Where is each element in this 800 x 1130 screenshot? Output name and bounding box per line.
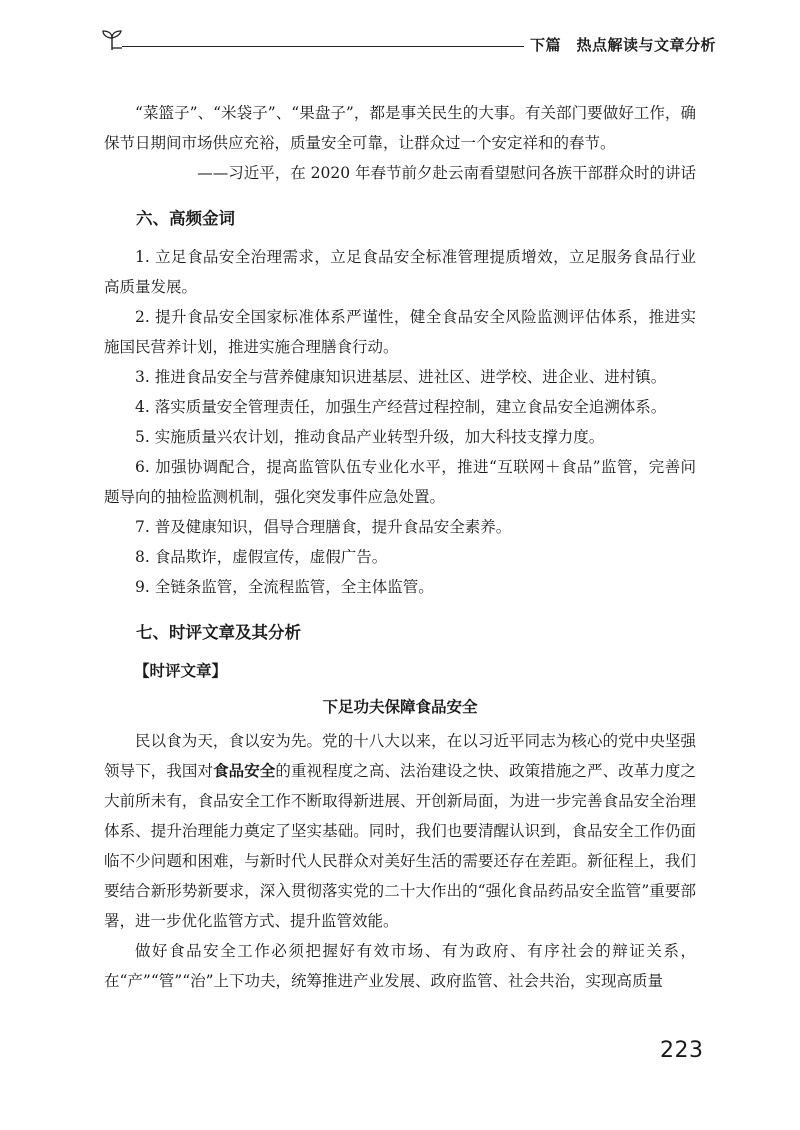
- list-item: 4. 落实质量安全管理责任，加强生产经营过程控制，建立食品安全追溯体系。: [135, 398, 667, 416]
- article-tag: 【时评文章】: [134, 662, 228, 680]
- list-item: 8. 食品欺诈，虚假宣传，虚假广告。: [135, 548, 388, 566]
- article-paragraph-1: [104, 726, 696, 936]
- quote-text: “菜篮子”、“米袋子”、“果盘子”，都是事关民生的大事。有关部门要做好工作，确保节日期间市场供应充裕，质量安全可靠，让群众过一个安定祥和的春节。: [104, 104, 696, 152]
- header-section-label: 下篇 热点解读与文章分析: [530, 36, 717, 54]
- article-paragraph-2: 做好食品安全工作必须把握好有效市场、有为政府、有序社会的辩证关系，在“产”“管”“治”上下功夫，统筹推进产业发展、政府监管、社会共治，实现高质量: [104, 942, 696, 990]
- sprout-icon: [100, 28, 124, 52]
- list-item: 1. 立足食品安全治理需求，立足食品安全标准管理提质增效，立足服务食品行业高质量发展。: [104, 248, 696, 296]
- list-item: 5. 实施质量兴农计划，推动食品产业转型升级，加大科技支撑力度。: [135, 428, 605, 446]
- list-item: 9. 全链条监管，全流程监管，全主体监管。: [135, 578, 434, 596]
- page-body: [104, 90, 696, 996]
- article-title: 下足功夫保障食品安全: [322, 698, 478, 716]
- running-header: [100, 28, 717, 58]
- list-item: 3. 推进食品安全与营养健康知识进基层、进社区、进学校、进企业、进村镇。: [135, 368, 667, 386]
- section-heading-7: 七、时评文章及其分析: [136, 623, 301, 642]
- paragraph-text: 的重视程度之高、法治建设之快、政策措施之严、改革力度之大前所未有，食品安全工作不断取得新进展、开创新局面，为进一步完善食品安全治理体系、提升治理能力奠定了坚实基础。同时，我们也要清醒认识到，食品安全工作仍面临不少问题和困难，与新时代人民群众对美好生活的需要还存在差距。新征程上，我们要结合新形势新要求，深入贯彻落实党的二十大作出的“强化食品药品安全监管”重要部署，进一步优化监管方式、提升监管效能。: [104, 762, 696, 930]
- quote-attribution: ——习近平，在 2020 年春节前夕赴云南看望慰问各族干部群众时的讲话: [197, 164, 696, 182]
- keyword-list: [104, 242, 696, 602]
- page-number: 223: [660, 1038, 704, 1063]
- highlighted-term: 食品安全: [213, 761, 276, 780]
- list-item: 7. 普及健康知识，倡导合理膳食，提升食品安全素养。: [135, 518, 512, 536]
- paragraph-text: 民以食为天，食以安为先。党的十八大以来，在以习近平同志为核心的党中央坚强领导下，我国对: [104, 732, 696, 780]
- list-item: 2. 提升食品安全国家标准体系严谨性，健全食品安全风险监测评估体系，推进实施国民营养计划，推进实施合理膳食行动。: [104, 308, 696, 356]
- section-heading-6: 六、高频金词: [136, 209, 235, 228]
- list-item: 6. 加强协调配合，提高监管队伍专业化水平，推进“互联网＋食品”监管，完善问题导向的抽检监测机制，强化突发事件应急处置。: [104, 458, 696, 506]
- header-rule: [122, 46, 524, 47]
